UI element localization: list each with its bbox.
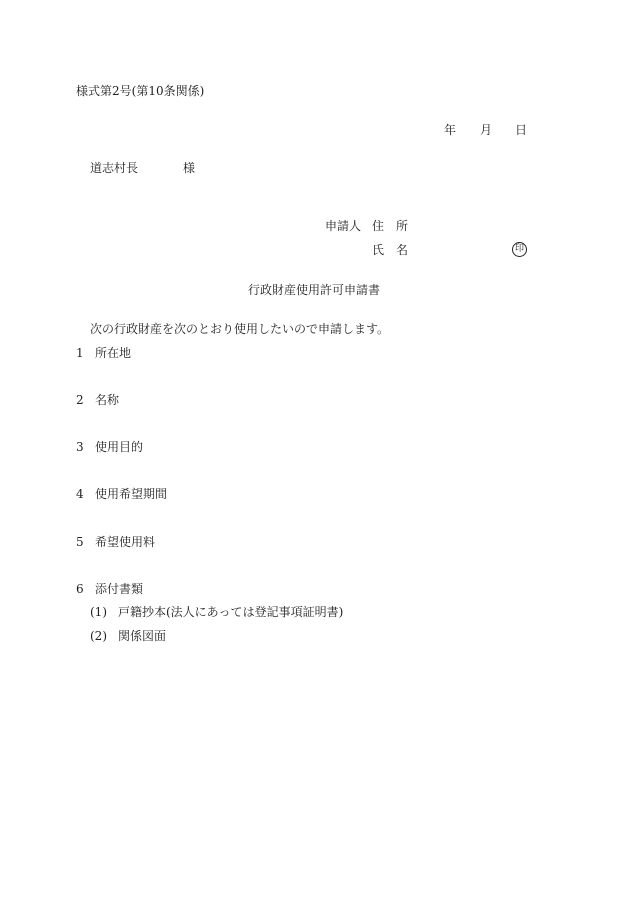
address-label-second-char: 所 bbox=[396, 219, 409, 233]
date-year-label: 年 bbox=[444, 123, 457, 137]
date-day-label: 日 bbox=[515, 123, 528, 137]
item-label-fee: 希望使用料 bbox=[95, 535, 156, 549]
item-label-name: 名称 bbox=[95, 393, 120, 407]
address-label-first-char: 住 bbox=[372, 219, 385, 233]
form-number: 様式第2号(第10条関係) bbox=[76, 84, 205, 98]
attachment-number: (1) bbox=[90, 605, 107, 619]
attachment-label-drawings: 関係図面 bbox=[118, 629, 167, 643]
name-label-second-char: 名 bbox=[396, 243, 409, 257]
item-label-attachments: 添付書類 bbox=[95, 582, 144, 596]
item-number: 2 bbox=[76, 393, 84, 407]
item-label-purpose: 使用目的 bbox=[95, 440, 144, 454]
item-number: 5 bbox=[76, 535, 84, 549]
addressee-name: 道志村長 bbox=[90, 161, 139, 175]
name-label-first-char: 氏 bbox=[372, 243, 385, 257]
seal-mark-icon: 印 bbox=[512, 242, 527, 257]
document-title: 行政財産使用許可申請書 bbox=[248, 283, 381, 297]
applicant-label: 申請人 bbox=[325, 219, 362, 233]
intro-text: 次の行政財産を次のとおり使用したいので申請します。 bbox=[90, 322, 390, 336]
attachment-number: (2) bbox=[90, 629, 107, 643]
item-label-location: 所在地 bbox=[95, 346, 132, 360]
item-number: 1 bbox=[76, 346, 84, 360]
item-number: 3 bbox=[76, 440, 84, 454]
attachment-label-register: 戸籍抄本(法人にあっては登記事項証明書) bbox=[118, 605, 344, 619]
item-label-period: 使用希望期間 bbox=[95, 487, 168, 501]
item-number: 6 bbox=[76, 582, 84, 596]
item-number: 4 bbox=[76, 487, 84, 501]
addressee-honorific: 様 bbox=[183, 161, 196, 175]
date-month-label: 月 bbox=[480, 123, 493, 137]
